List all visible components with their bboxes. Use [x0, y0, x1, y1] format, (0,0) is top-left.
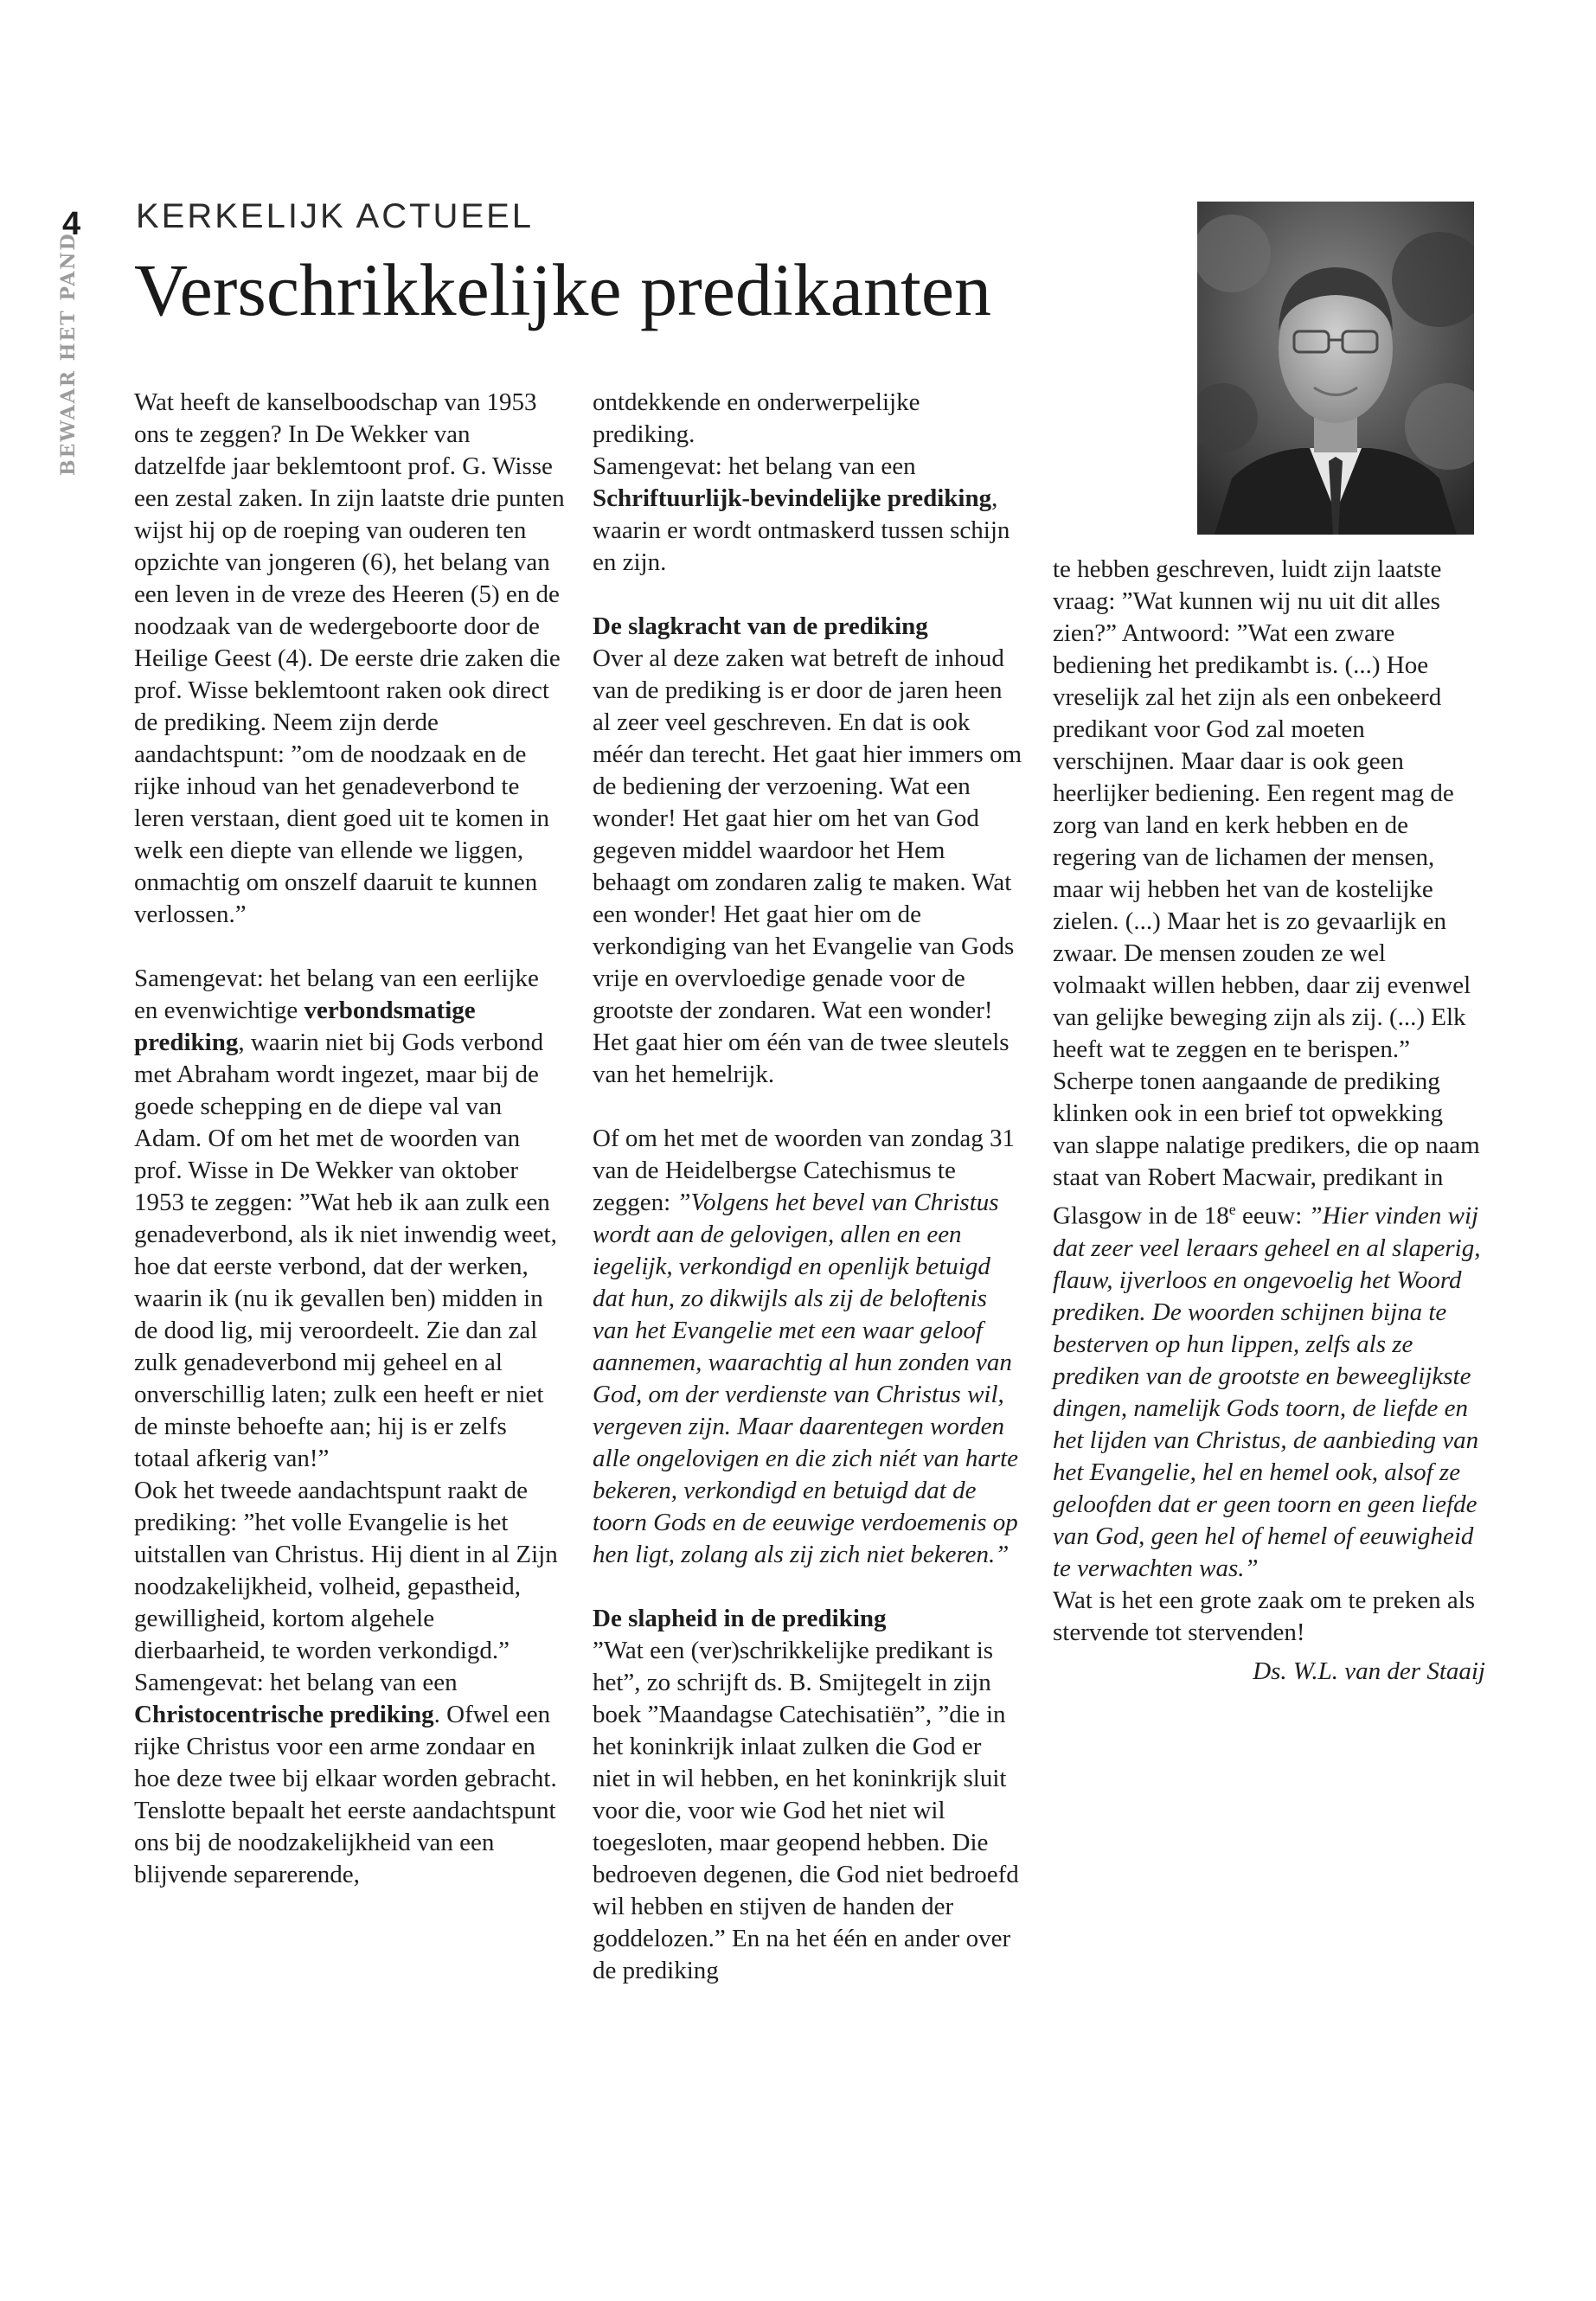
paragraph: Ook het tweede aandachtspunt raakt de prediking: ”het volle Evangelie is het uitstallen van Christus. Hij dient in al Zijn noodzakelijkheid, volheid, gepastheid, gewilligheid, kortom algehele dierbaarheid, te worden verkondigd.”	[134, 1477, 558, 1664]
paragraph: Scherpe tonen aangaande de prediking klinken ook in een brief tot opwekking van slappe nalatige predikers, die op naam staat van Robert Macwair, predikant in Glasgow in de 18e eeuw: ”Hier vinden wij dat zeer veel leraars geheel en al slaperig, flauw, ijverloos en ongevoelig het Woord prediken. De woorden schijnen bijna te besterven op hun lippen, zelfs als ze prediken van de grootste en beweeglijkste dingen, namelijk Gods toorn, de liefde en het lijden van Christus, de aanbieding van het Evangelie, hel en hemel ook, alsof ze geloofden dat er geen toorn en geen liefde van God, geen hel of hemel of eeuwigheid te verwachten was.”	[1053, 1067, 1481, 1582]
subheading: De slagkracht van de prediking	[593, 612, 928, 640]
page-number: 4	[62, 206, 81, 242]
paragraph: ”Wat een (ver)schrikkelijke predikant is het”, zo schrijft ds. B. Smijtegelt in zijn boek ”Maandagse Catechisatiën”, ”die in het koninkrijk inlaat zulken die God er niet in wil hebben, en het koninkrijk sluit voor die, voor wie God het niet wil toegesloten, maar geopend hebben. Die bedroeven degenen, die God niet bedroefd wil hebben en stijven de handen der goddelozen.” En na het één en ander over de prediking	[593, 1637, 1019, 1984]
quote: ”Hier vinden wij dat zeer veel leraars geheel en al slaperig, flauw, ijverloos en ongevoelig het Woord prediken. De woorden schijnen bijna te besterven op hun lippen, zelfs als ze prediken van de grootste en beweeglijkste dingen, namelijk Gods toorn, de liefde en het lijden van Christus, de aanbieding van het Evangelie, hel en hemel ook, alsof ze geloofden dat er geen toorn en geen liefde van God, geen hel of hemel of eeuwigheid te verwachten was.”	[1053, 1202, 1481, 1582]
paragraph: ontdekkende en onderwerpelijke prediking.	[593, 388, 920, 448]
paragraph: Of om het met de woorden van zondag 31 van de Heidelbergse Catechismus te zeggen: ”Volgens het bevel van Christus wordt aan de gelovigen, allen en een iegelijk, verkondigd en openlijk betuigd dat hun, zo dikwijls als zij de beloftenis van het Evangelie met een waar geloof aannemen, waarachtig al hun zonden van God, om der verdienste van Christus wil, vergeven zijn. Maar daarentegen worden alle ongelovigen en die zich niét van harte bekeren, verkondigd en betuigd dat de toorn Gods en de eeuwige verdoemenis op hen ligt, zolang als zij zich niet bekeren.”	[593, 1125, 1019, 1568]
column-3	[1053, 554, 1485, 1688]
emphasis: verbondsmatige prediking	[134, 997, 476, 1056]
section-label: KERKELIJK ACTUEEL	[136, 197, 535, 235]
quote: ”Volgens het bevel van Christus wordt aan de gelovigen, allen en een iegelijk, verkondigd en openlijk betuigd dat hun, zo dikwijls als zij de beloftenis van het Evangelie met een waar geloof aannemen, waarachtig al hun zonden van God, om der verdienste van Christus wil, vergeven zijn. Maar daarentegen worden alle ongelovigen en die zich niét van harte bekeren, verkondigd en betuigd dat de toorn Gods en de eeuwige verdoemenis op hen ligt, zolang als zij zich niet bekeren.”	[593, 1189, 1019, 1568]
column-1	[134, 387, 567, 1891]
emphasis: Christocentrische prediking	[134, 1701, 434, 1728]
subheading: De slapheid in de prediking	[593, 1605, 887, 1632]
author-photo	[1197, 202, 1474, 535]
column-2	[593, 387, 1025, 1987]
paragraph: te hebben geschreven, luidt zijn laatste vraag: ”Wat kunnen wij nu uit dit alles zien?” Antwoord: ”Wat een zware bediening het predikambt is. (...) Hoe vreselijk zal het zijn als een onbekeerd predikant voor God zal moeten verschijnen. Maar daar is ook geen heerlijker bediening. Een regent mag de zorg van land en kerk hebben en de regering van de lichamen der mensen, maar wij hebben het van de kostelijke zielen. (...) Maar het is zo gevaarlijk en zwaar. De mensen zouden ze wel volmaakt willen hebben, daar zij evenwel van gelijke beweging zijn als zij. (...) Elk heeft wat te zeggen en te berispen.”	[1053, 555, 1471, 1063]
paragraph: Samengevat: het belang van een Christocentrische prediking. Ofwel een rijke Christus voor een arme zondaar en hoe deze twee bij elkaar worden gebracht.	[134, 1669, 557, 1792]
paragraph: Samengevat: het belang van een Schriftuurlijk-bevindelijke prediking, waarin er wordt ontmaskerd tussen schijn en zijn.	[593, 452, 1010, 576]
article-title: Verschrikkelijke predikanten	[134, 248, 992, 331]
side-label: BEWAAR HET PAND	[57, 232, 80, 476]
paragraph: Samengevat: het belang van een eerlijke en evenwichtige verbondsmatige prediking, waarin niet bij Gods verbond met Abraham wordt ingezet, maar bij de goede schepping en de diepe val van Adam. Of om het met de woorden van prof. Wisse in De Wekker van oktober 1953 te zeggen: ”Wat heb ik aan zulk een genadeverbond, als ik niet inwendig weet, hoe dat eerste verbond, dat der werken, waarin ik (nu ik gevallen ben) midden in de dood lig, mij veroordeelt. Zie dan zal zulk genadeverbond mij geheel en al onverschillig laten; zulk een heeft er niet de minste behoefte aan; hij is er zelfs totaal afkerig van!”	[134, 965, 557, 1472]
paragraph: Wat heeft de kanselboodschap van 1953 ons te zeggen? In De Wekker van datzelfde jaar beklemtoont prof. G. Wisse een zestal zaken. In zijn laatste drie punten wijst hij op de roeping van ouderen ten opzichte van jongeren (6), het belang van een leven in de vreze des Heeren (5) en de noodzaak van de wedergeboorte door de Heilige Geest (4). De eerste drie zaken die prof. Wisse beklemtoont raken ook direct de prediking. Neem zijn derde aandachtspunt: ”om de noodzaak en de rijke inhoud van het genadeverbond te leren verstaan, dient goed uit te komen in welk een diepte van ellende we liggen, onmachtig om onszelf daaruit te kunnen verlossen.”	[134, 388, 565, 928]
paragraph: Wat is het een grote zaak om te preken als stervende tot stervenden!	[1053, 1586, 1476, 1646]
paragraph: Tenslotte bepaalt het eerste aandachtspunt ons bij de noodzakelijkheid van een blijvende separerende,	[134, 1797, 556, 1888]
author-signature: Ds. W.L. van der Staaij	[1253, 1657, 1485, 1685]
paragraph: Over al deze zaken wat betreft de inhoud van de prediking is er door de jaren heen al zeer veel geschreven. En dat is ook méér dan terecht. Het gaat hier immers om de bediening der verzoening. Wat een wonder! Het gaat hier om het van God gegeven middel waardoor het Hem behaagt om zondaren zalig te maken. Wat een wonder! Het gaat hier om de verkondiging van het Evangelie van Gods vrije en overvloedige genade voor de grootste der zondaren. Wat een wonder! Het gaat hier om één van de twee sleutels van het hemelrijk.	[593, 644, 1022, 1088]
emphasis: Schriftuurlijk-bevindelijke prediking	[593, 484, 992, 512]
